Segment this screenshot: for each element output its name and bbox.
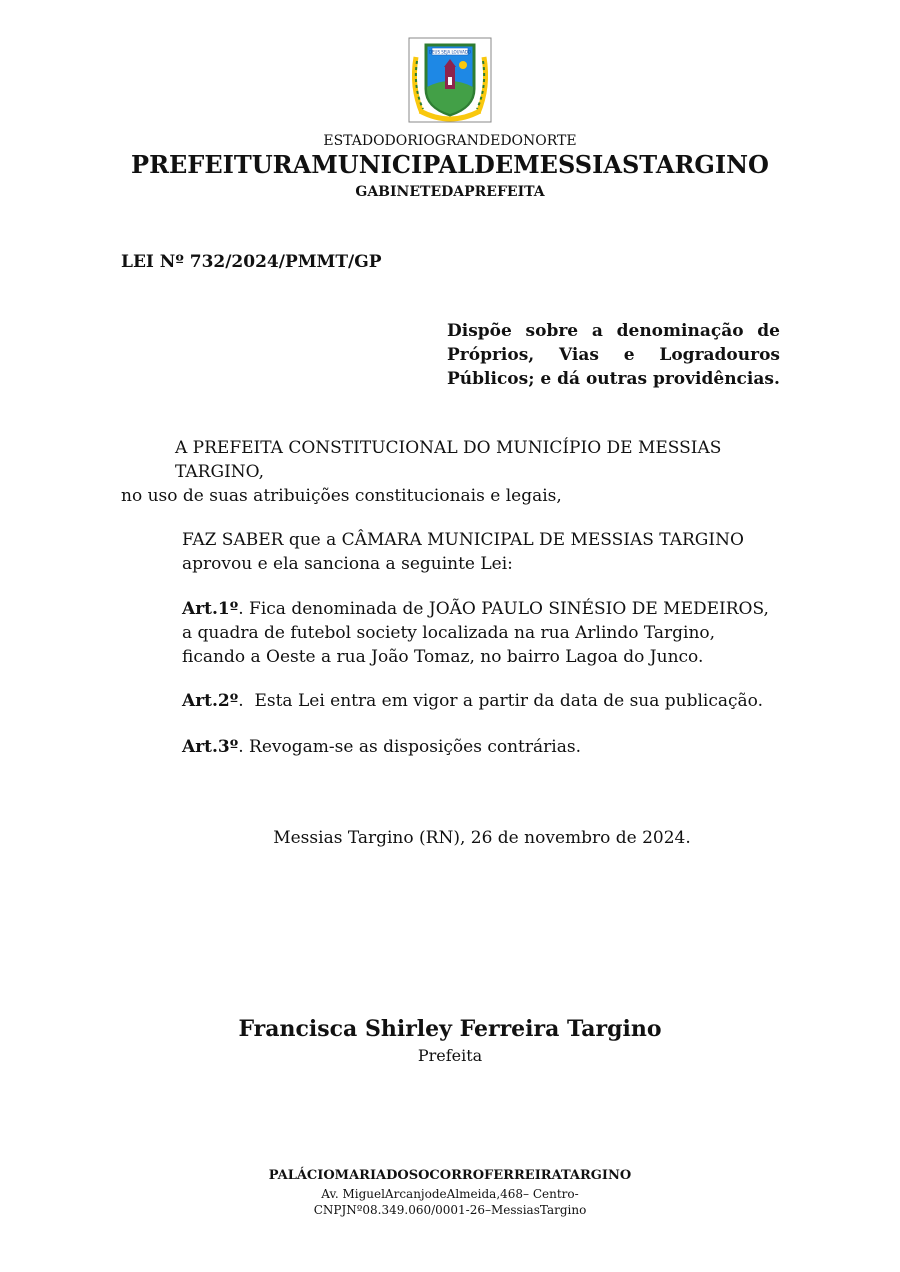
footer-building: PALÁCIOMARIADOSOCORROFERREIRATARGINO xyxy=(268,1168,632,1183)
crest-banner-text: DEUS SEJA LOUVADO xyxy=(428,49,472,55)
municipal-crest-emblem xyxy=(408,37,492,123)
office-name: GABINETEDAPREFEITA xyxy=(355,184,545,200)
municipality-title: PREFEITURAMUNICIPALDEMESSIASTARGINO xyxy=(131,150,769,179)
article-1-text: . Fica denominada de JOÃO PAULO SINÉSIO DE MEDEIROS, a quadra de futebol society localizada na rua Arlindo Targino, ficando a Oeste a rua João Tomaz, no bairro Lagoa do Junco. xyxy=(182,599,769,667)
signatory-role: Prefeita xyxy=(417,1046,483,1065)
article-1-label: Art.1º xyxy=(182,599,239,619)
preamble xyxy=(121,436,781,508)
article-3 xyxy=(182,735,782,759)
preamble-line-2: no uso de suas atribuições constitucionais e legais, xyxy=(121,486,562,506)
state-name: ESTADODORIOGRANDEDONORTE xyxy=(323,133,577,149)
footer-cnpj: CNPJNº08.349.060/0001-26–MessiasTargino xyxy=(313,1203,587,1217)
article-3-label: Art.3º xyxy=(182,737,239,757)
article-2-label: Art.2º xyxy=(182,691,239,711)
law-number: LEI Nº 732/2024/PMMT/GP xyxy=(121,252,382,272)
article-2 xyxy=(182,689,782,713)
place-date: Messias Targino (RN), 26 de novembro de 2024. xyxy=(273,828,691,848)
signatory-name: Francisca Shirley Ferreira Targino xyxy=(238,1016,662,1042)
enactment-clause: FAZ SABER que a CÂMARA MUNICIPAL DE MESSIAS TARGINO aprovou e ela sanciona a seguinte Lei: xyxy=(182,530,744,574)
preamble-line-1: A PREFEITA CONSTITUCIONAL DO MUNICÍPIO DE MESSIAS TARGINO, xyxy=(175,438,722,482)
article-1 xyxy=(182,597,782,669)
article-2-text: . Esta Lei entra em vigor a partir da data de sua publicação. xyxy=(238,691,764,711)
law-ementa: Dispõe sobre a denominação de Próprios, Vias e Logradouros Públicos; e dá outras providências. xyxy=(447,321,780,389)
footer-address: Av. MiguelArcanjodeAlmeida,468– Centro- xyxy=(321,1187,579,1201)
article-3-text: . Revogam-se as disposições contrárias. xyxy=(238,737,581,757)
